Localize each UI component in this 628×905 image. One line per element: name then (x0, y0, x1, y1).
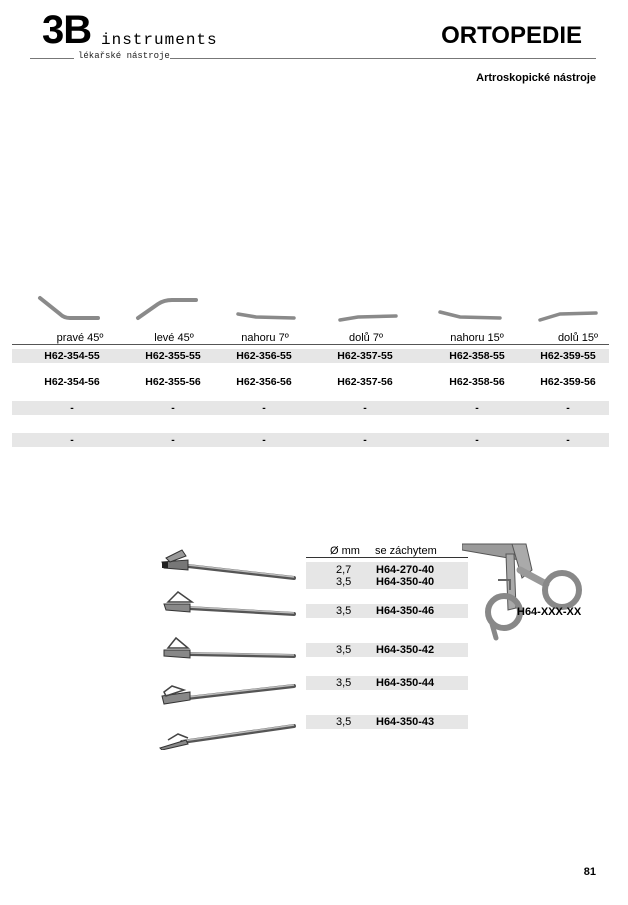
column-header-diameter: Ø mm (330, 545, 360, 557)
diameter-value: 3,5 (336, 677, 352, 689)
product-code: H62-359-55 (540, 350, 596, 362)
forceps-tip-icon (158, 718, 296, 750)
product-code: - (475, 434, 479, 446)
product-code: - (262, 434, 266, 446)
product-code: H64-350-44 (376, 677, 435, 689)
table-row (12, 375, 609, 389)
diameter-value: 3,5 (336, 576, 352, 588)
product-code: H62-355-55 (145, 350, 201, 362)
logo-wordmark: instruments (101, 31, 218, 49)
angle-label: pravé 45º (56, 332, 104, 344)
tip-up-7-icon (238, 314, 294, 318)
angle-label: dolů 15º (557, 332, 599, 344)
table-row (306, 604, 468, 618)
angle-label: nahoru 15º (450, 332, 504, 344)
table-row (12, 433, 609, 447)
logo-tagline: lékařské nástroje (78, 51, 170, 61)
angle-label: levé 45º (154, 332, 194, 344)
table-row (12, 401, 609, 415)
tip-right-45-icon (40, 298, 98, 318)
tip-up-15-icon (440, 312, 500, 318)
forceps-tip-icon (158, 632, 296, 664)
table-row (306, 715, 468, 729)
product-code: - (566, 402, 570, 414)
diameter-value: 3,5 (336, 716, 352, 728)
forceps-tip-icon (158, 676, 296, 708)
product-code: - (171, 434, 175, 446)
forceps-tip-icon (158, 548, 296, 580)
page-title: ORTOPEDIE (441, 22, 582, 49)
instrument-handle-icon (462, 540, 598, 642)
table-rule (12, 344, 609, 345)
page-number: 81 (583, 866, 596, 878)
product-code: H62-354-55 (44, 350, 100, 362)
diameter-value: 3,5 (336, 605, 352, 617)
product-code: H62-357-55 (337, 350, 393, 362)
product-code: H62-356-56 (236, 376, 292, 388)
product-code: H62-358-55 (449, 350, 505, 362)
product-code: H64-350-46 (376, 605, 435, 617)
table-row (306, 676, 468, 690)
angle-label: dolů 7º (349, 332, 383, 344)
product-code: - (262, 402, 266, 414)
section-title: Artroskopické nástroje (476, 72, 596, 84)
table-rule (306, 557, 468, 558)
product-code: - (363, 402, 367, 414)
header-rule-right (170, 58, 596, 59)
product-code: - (171, 402, 175, 414)
product-code: H62-357-56 (337, 376, 393, 388)
tip-down-7-icon (340, 316, 396, 320)
product-code: H62-355-56 (145, 376, 201, 388)
table-row (12, 349, 609, 363)
diameter-value: 2,7 (336, 564, 352, 576)
product-code: H64-350-43 (376, 716, 435, 728)
product-code: - (70, 434, 74, 446)
column-header-code: se záchytem (375, 545, 437, 557)
logo-mark: 3B (42, 8, 92, 52)
product-code: H62-358-56 (449, 376, 505, 388)
diameter-value: 3,5 (336, 644, 352, 656)
product-code: H62-354-56 (44, 376, 100, 388)
handle-product-code: H64-XXX-XX (517, 606, 582, 618)
forceps-tip-icon (158, 588, 296, 620)
product-code: - (363, 434, 367, 446)
table-row (306, 643, 468, 657)
table-row (306, 562, 468, 589)
tip-shapes (12, 292, 610, 328)
product-code: H62-359-56 (540, 376, 596, 388)
product-code: H64-350-40 (376, 576, 435, 588)
tip-down-15-icon (540, 313, 596, 320)
product-code: H64-350-42 (376, 644, 435, 656)
tip-left-45-icon (138, 300, 196, 318)
product-code: H64-270-40 (376, 564, 435, 576)
product-code: H62-356-55 (236, 350, 292, 362)
product-code: - (70, 402, 74, 414)
product-code: - (475, 402, 479, 414)
angle-label: nahoru 7º (241, 332, 289, 344)
product-code: - (566, 434, 570, 446)
header-rule-left (30, 58, 74, 59)
